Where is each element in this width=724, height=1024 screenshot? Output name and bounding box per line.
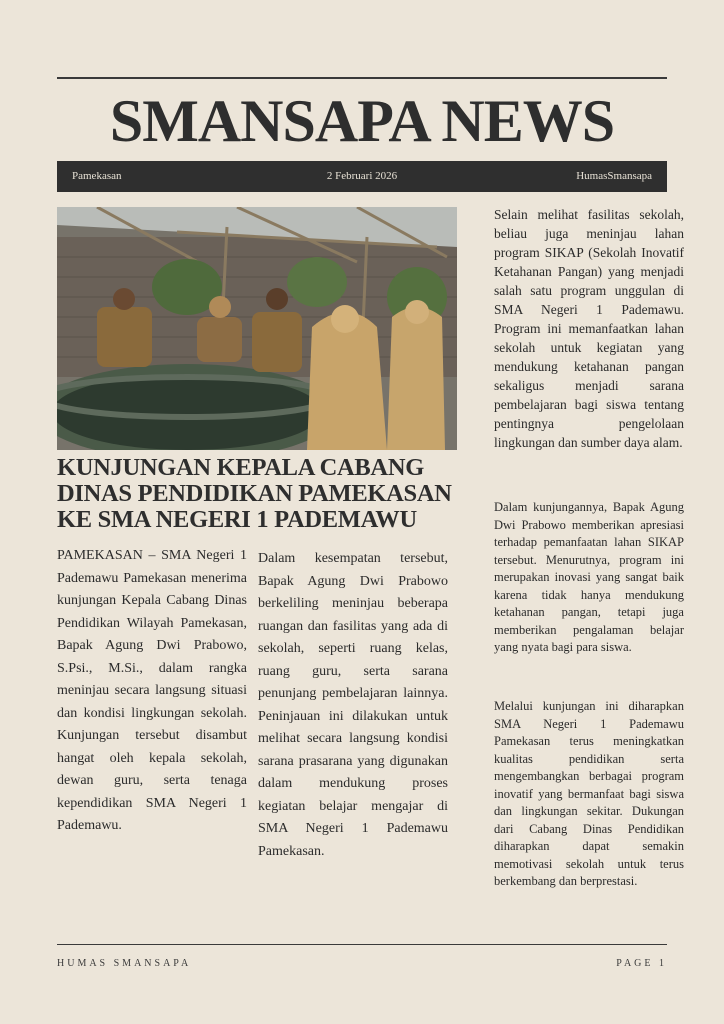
footer-publisher: HUMAS SMANSAPA: [57, 958, 192, 969]
article-paragraph-4: Dalam kunjungannya, Bapak Agung Dwi Prabowo memberikan apresiasi terhadap pemanfaatan lahan SIKAP tersebut. Menurutnya, program ini merupakan inovasi yang sangat baik karena tidak hanya mendukung ketahanan pangan, tetapi juga memberikan pengalaman belajar yang nyata bagi para siswa.: [494, 500, 684, 654]
article-paragraph-1: PAMEKASAN – SMA Negeri 1 Pademawu Pamekasan menerima kunjungan Kepala Cabang Dinas Pendidikan Wilayah Pamekasan, Bapak Agung Dwi Prabowo, S.Psi., M.Si., dalam rangka meninjau secara langsung situasi dan kondisi lingkungan sekolah. Kunjungan tersebut disambut hangat oleh kepala sekolah, dewan guru, serta tenaga kependidikan SMA Negeri 1 Pademawu.: [57, 548, 247, 833]
article-photo: [57, 207, 457, 450]
article-headline: KUNJUNGAN KEPALA CABANG DINAS PENDIDIKAN PAMEKASAN KE SMA NEGERI 1 PADEMAWU: [57, 454, 452, 533]
article-paragraph-3: Selain melihat fasilitas sekolah, beliau juga meninjau lahan program SIKAP (Sekolah Inovatif Ketahanan Pangan) yang menjadi salah satu program unggulan di SMA Negeri 1 Pademawu. Program ini memanfaatkan lahan sekolah untuk kegiatan yang mendukung ketahanan pangan sekaligus menjadi sarana pembelajaran bagi siswa tentang pentingnya pengelolaan lingkungan dan sumber daya alam.: [494, 207, 684, 450]
dateline-date: 2 Februari 2026: [326, 170, 398, 182]
bottom-rule: [57, 944, 667, 945]
masthead-title: SMANSAPA NEWS: [109, 88, 615, 154]
dateline-author: HumasSmansapa: [576, 170, 652, 182]
footer-page-number: PAGE 1: [616, 958, 667, 969]
dateline-bar: [57, 161, 667, 192]
dateline-location: Pamekasan: [72, 170, 122, 182]
article-paragraph-5: Melalui kunjungan ini diharapkan SMA Negeri 1 Pademawu Pamekasan terus meningkatkan kualitas pendidikan serta mengembangkan berbagai program inovatif yang bermanfaat bagi siswa dan lingkungan sekitar. Dukungan dari Cabang Dinas Pendidikan diharapkan dapat semakin memotivasi sekolah untuk terus berkembang dan berprestasi.: [494, 699, 684, 888]
top-rule: [57, 77, 667, 79]
article-paragraph-2: Dalam kesempatan tersebut, Bapak Agung Dwi Prabowo berkeliling meninjau beberapa ruangan dan fasilitas yang ada di sekolah, seperti ruang kelas, ruang guru, serta sarana penunjang pembelajaran lainnya. Peninjauan ini dilakukan untuk melihat secara langsung kondisi sarana prasarana yang digunakan dalam mendukung proses kegiatan belajar mengajar di SMA Negeri 1 Pademawu Pamekasan.: [258, 551, 448, 859]
